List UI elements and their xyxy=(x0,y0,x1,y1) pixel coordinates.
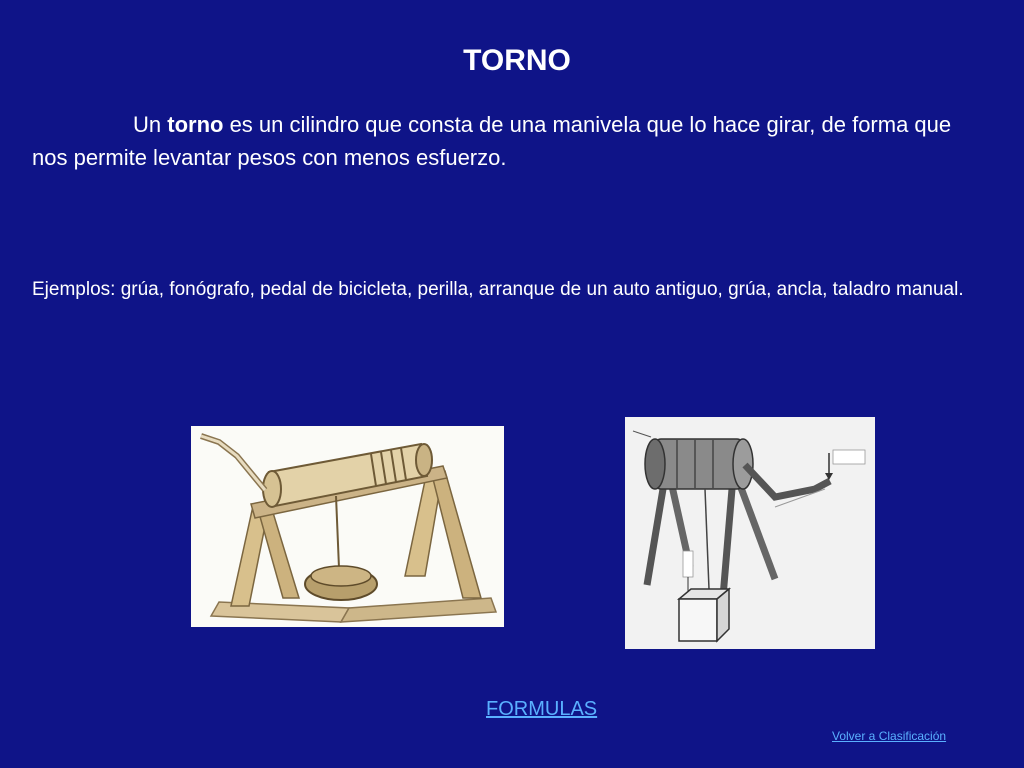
wooden-windlass-image xyxy=(191,426,504,627)
back-to-classification-link[interactable]: Volver a Clasificación xyxy=(832,729,947,743)
windlass-diagram-image xyxy=(625,417,875,649)
page-title: TORNO xyxy=(463,44,571,77)
formulas-link[interactable]: FORMULAS xyxy=(486,698,598,720)
intro-prefix: Un xyxy=(133,112,168,137)
intro-bold-word: torno xyxy=(167,112,224,137)
examples-paragraph: Ejemplos: grúa, fonógrafo, pedal de bicicleta, perilla, arranque de un auto antiguo, grúa, ancla, taladro manual. xyxy=(32,279,964,300)
intro-paragraph xyxy=(32,108,992,174)
intro-text: es un cilindro que consta de una manivela que lo hace girar, de forma que nos permite levantar pesos con menos esfuerzo. xyxy=(32,112,952,170)
